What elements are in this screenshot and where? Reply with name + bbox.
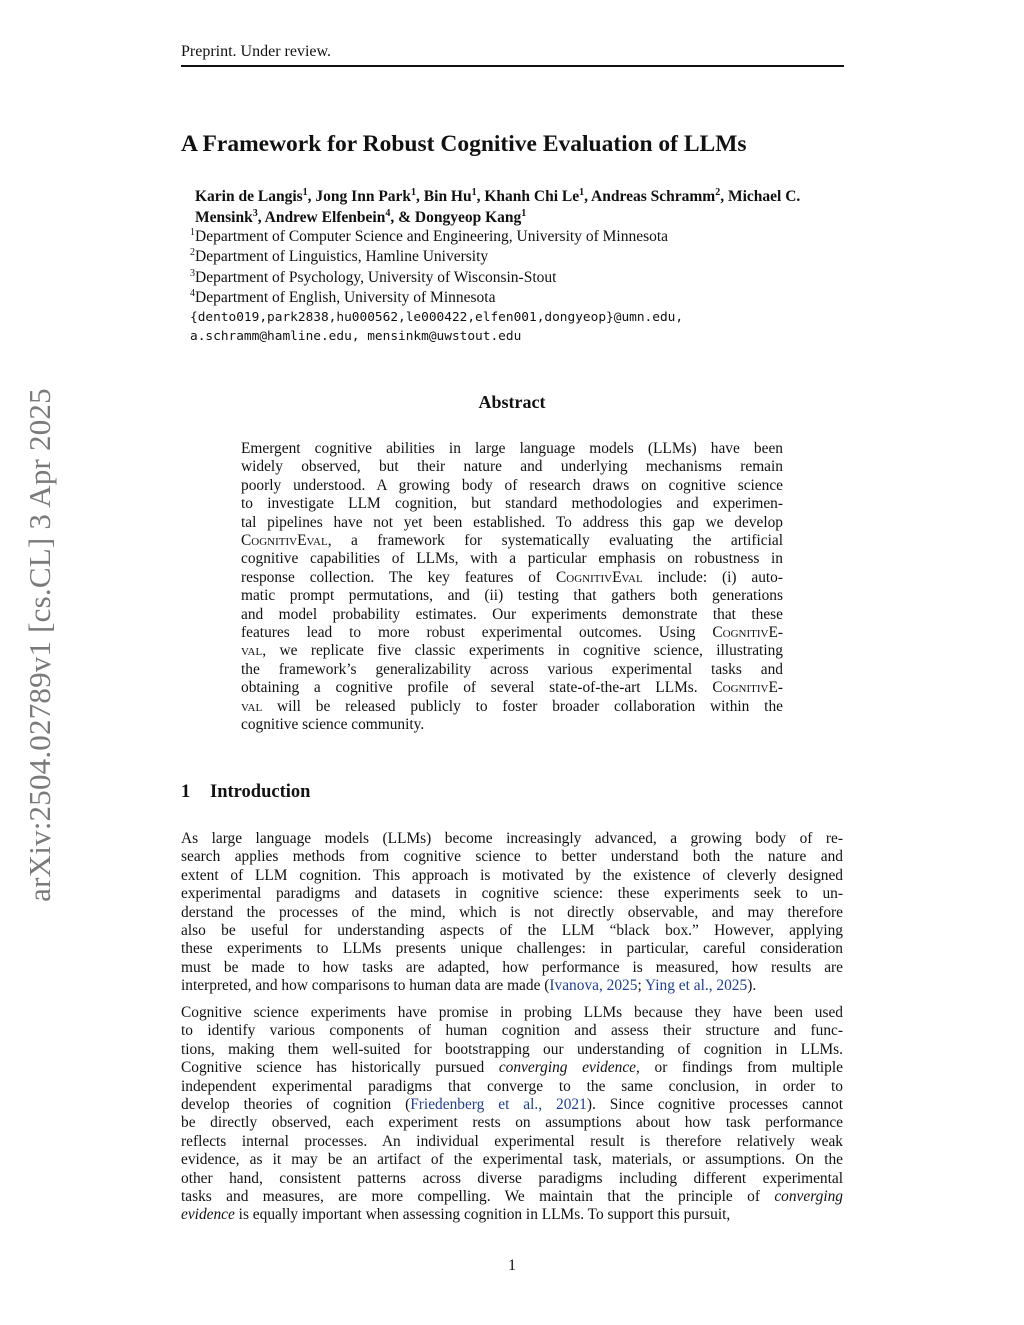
citation-link[interactable]: Ying et al., 2025 xyxy=(645,977,748,995)
text-line: interpreted, and how comparisons to human data are made (Ivanova, 2025; Ying et al., 2025). xyxy=(181,977,757,995)
text-line: val will be released publicly to foster broader collaboration within the xyxy=(241,697,783,715)
affiliation-list xyxy=(190,227,850,308)
framework-name: CognitivE- xyxy=(712,624,783,642)
section-heading-introduction xyxy=(181,782,310,803)
framework-name: val xyxy=(241,642,263,660)
email-line: a.schramm@hamline.edu, mensinkm@uwstout.edu xyxy=(190,329,522,344)
email-list xyxy=(190,308,850,346)
author-name: Michael C. Mensink xyxy=(195,188,801,226)
citation-link[interactable]: Friedenberg et al., 2021 xyxy=(410,1096,587,1114)
author-name: Andreas Schramm xyxy=(591,188,716,205)
text-line: search applies methods from cognitive science to better understand both the nature and xyxy=(181,848,843,866)
text-line: must be made to how tasks are adapted, how performance is measured, how results are xyxy=(181,958,843,976)
text-line: poorly understood. A growing body of research draws on cognitive science xyxy=(241,476,783,494)
author-name: Jong Inn Park xyxy=(315,188,412,205)
intro-paragraph-2 xyxy=(181,1004,843,1225)
author-affiliation-mark: 4 xyxy=(385,207,391,219)
text-line: As large language models (LLMs) become increasingly advanced, a growing body of re- xyxy=(181,830,843,847)
author-affiliation-mark: 3 xyxy=(252,207,258,219)
author-name: Bin Hu xyxy=(423,188,472,205)
author-affiliation-mark: 1 xyxy=(521,207,527,219)
affiliation-number: 4 xyxy=(190,287,195,299)
text-line: tasks and measures, are more compelling. We maintain that the principle of converging xyxy=(181,1188,843,1206)
author-affiliation-mark: 1 xyxy=(302,186,308,198)
text-line: Cognitive science has historically pursued converging evidence, or findings from multiple xyxy=(181,1059,843,1077)
text-line: cognitive science community. xyxy=(241,716,425,734)
text-line: widely observed, but their nature and underlying mechanisms remain xyxy=(241,458,783,476)
text-line: to identify various components of human cognition and assess their structure and func- xyxy=(181,1022,843,1040)
author-affiliation-mark: 1 xyxy=(471,186,477,198)
text-line: Cognitive science experiments have promise in probing LLMs because they have been used xyxy=(181,1004,843,1021)
author-list: Karin de Langis$^1$, Jong Inn Park$^1$, Bin Hu$^1$, Khanh Chi Le$^1$, Andreas Schramm$^2$, Michael C. Mensink$^3$, Andrew Elfenbein$^4$, & Dongyeop Kang$^1$ xyxy=(195,186,801,226)
author-name: Dongyeop Kang xyxy=(414,209,522,226)
text-line: reflects internal processes. An individual experimental result is therefore relatively weak xyxy=(181,1132,843,1150)
author-name: Andrew Elfenbein xyxy=(264,209,386,226)
text-line: features lead to more robust experimental outcomes. Using CognitivE- xyxy=(241,624,783,642)
citation-link[interactable]: Ivanova, 2025 xyxy=(549,977,638,995)
text-line: derstand the processes of the mind, which is not directly observable, and may therefore xyxy=(181,903,843,921)
section-title: Introduction xyxy=(210,782,311,802)
text-line: the framework’s generalizability across various experimental tasks and xyxy=(241,660,783,678)
text-line: cognitive capabilities of LLMs, with a particular emphasis on robustness in xyxy=(241,550,783,568)
affiliation-number: 1 xyxy=(190,226,195,238)
text-line: also be useful for understanding aspects of the LLM “black box.” However, applying xyxy=(181,922,843,940)
text-line: response collection. The key features of CognitivEval include: (i) auto- xyxy=(241,568,783,586)
affiliation xyxy=(190,247,850,267)
abstract-body xyxy=(241,440,783,735)
framework-name: val xyxy=(241,697,263,715)
arxiv-identifier[interactable]: arXiv:2504.02789v1 [cs.CL] 3 Apr 2025 xyxy=(22,388,57,902)
text-line: these experiments to LLMs presents unique challenges: in particular, careful consideration xyxy=(181,940,843,958)
author-affiliation-mark: 2 xyxy=(715,186,721,198)
header-rule xyxy=(181,65,844,67)
text-line: Emergent cognitive abilities in large language models (LLMs) have been xyxy=(241,440,783,457)
author-affiliation-mark: 1 xyxy=(579,186,585,198)
text-line: develop theories of cognition (Friedenberg et al., 2021). Since cognitive processes cannot xyxy=(181,1096,843,1114)
emphasized-text: evidence xyxy=(181,1206,235,1224)
affiliation-number: 3 xyxy=(190,267,195,279)
text-line: tions, making them well-suited for bootstrapping our understanding of cognition in LLMs. xyxy=(181,1040,843,1058)
emphasized-text: converging evidence xyxy=(498,1059,636,1077)
text-line: experimental paradigms and datasets in cognitive science: these experiments seek to un- xyxy=(181,885,843,903)
text-line: evidence is equally important when assessing cognition in LLMs. To support this pursuit, xyxy=(181,1206,731,1224)
text-line: other hand, consistent patterns across diverse paradigms including different experimental xyxy=(181,1169,843,1187)
text-line: and model probability estimates. Our experiments demonstrate that these xyxy=(241,605,783,623)
text-line: independent experimental paradigms that converge to the same conclusion, in order to xyxy=(181,1077,843,1095)
text-line: be directly observed, each experiment rests on assumptions about how task performance xyxy=(181,1114,843,1132)
author-name: Karin de Langis xyxy=(195,188,303,205)
emphasized-text: converging xyxy=(774,1188,843,1206)
affiliation xyxy=(190,268,850,288)
framework-name: CognitivEval xyxy=(241,532,328,550)
running-header: Preprint. Under review. xyxy=(181,43,332,60)
text-line: to investigate LLM cognition, but standard methodologies and experimen- xyxy=(241,495,783,513)
text-line: val, we replicate five classic experiments in cognitive science, illustrating xyxy=(241,642,783,660)
text-line: evidence, as it may be an artifact of the experimental task, materials, or assumptions. On the xyxy=(181,1151,843,1169)
text-line: extent of LLM cognition. This approach is motivated by the existence of cleverly designed xyxy=(181,866,843,884)
paper-title: A Framework for Robust Cognitive Evaluation of LLMs xyxy=(181,131,747,157)
framework-name: CognitivEval xyxy=(555,568,643,586)
email-line: {dento019,park2838,hu000562,le000422,elfen001,dongyeop}@umn.edu, xyxy=(190,310,684,325)
abstract-heading: Abstract xyxy=(478,392,546,412)
affiliation xyxy=(190,227,850,247)
author-name: Khanh Chi Le xyxy=(484,188,580,205)
page-number: 1 xyxy=(508,1257,516,1274)
affiliation-text: Department of Psychology, University of Wisconsin-Stout xyxy=(195,268,557,286)
text-line: matic prompt permutations, and (ii) testing that gathers both generations xyxy=(241,587,783,605)
section-number: 1 xyxy=(181,782,191,802)
framework-name: CognitivE- xyxy=(712,679,783,697)
text-line: CognitivEval, a framework for systematically evaluating the artificial xyxy=(241,532,783,550)
affiliation-text: Department of Computer Science and Engineering, University of Minnesota xyxy=(195,228,669,245)
affiliation-number: 2 xyxy=(190,247,195,259)
text-line: tal pipelines have not yet been established. To address this gap we develop xyxy=(241,513,783,531)
affiliation-text: Department of Linguistics, Hamline University xyxy=(195,248,489,266)
text-line: obtaining a cognitive profile of several state-of-the-art LLMs. CognitivE- xyxy=(241,679,783,697)
affiliation-text: Department of English, University of Minnesota xyxy=(195,288,496,306)
affiliation xyxy=(190,288,850,308)
author-affiliation-mark: 1 xyxy=(411,186,417,198)
arxiv-side-label xyxy=(0,360,80,930)
intro-paragraph-1 xyxy=(181,830,843,996)
